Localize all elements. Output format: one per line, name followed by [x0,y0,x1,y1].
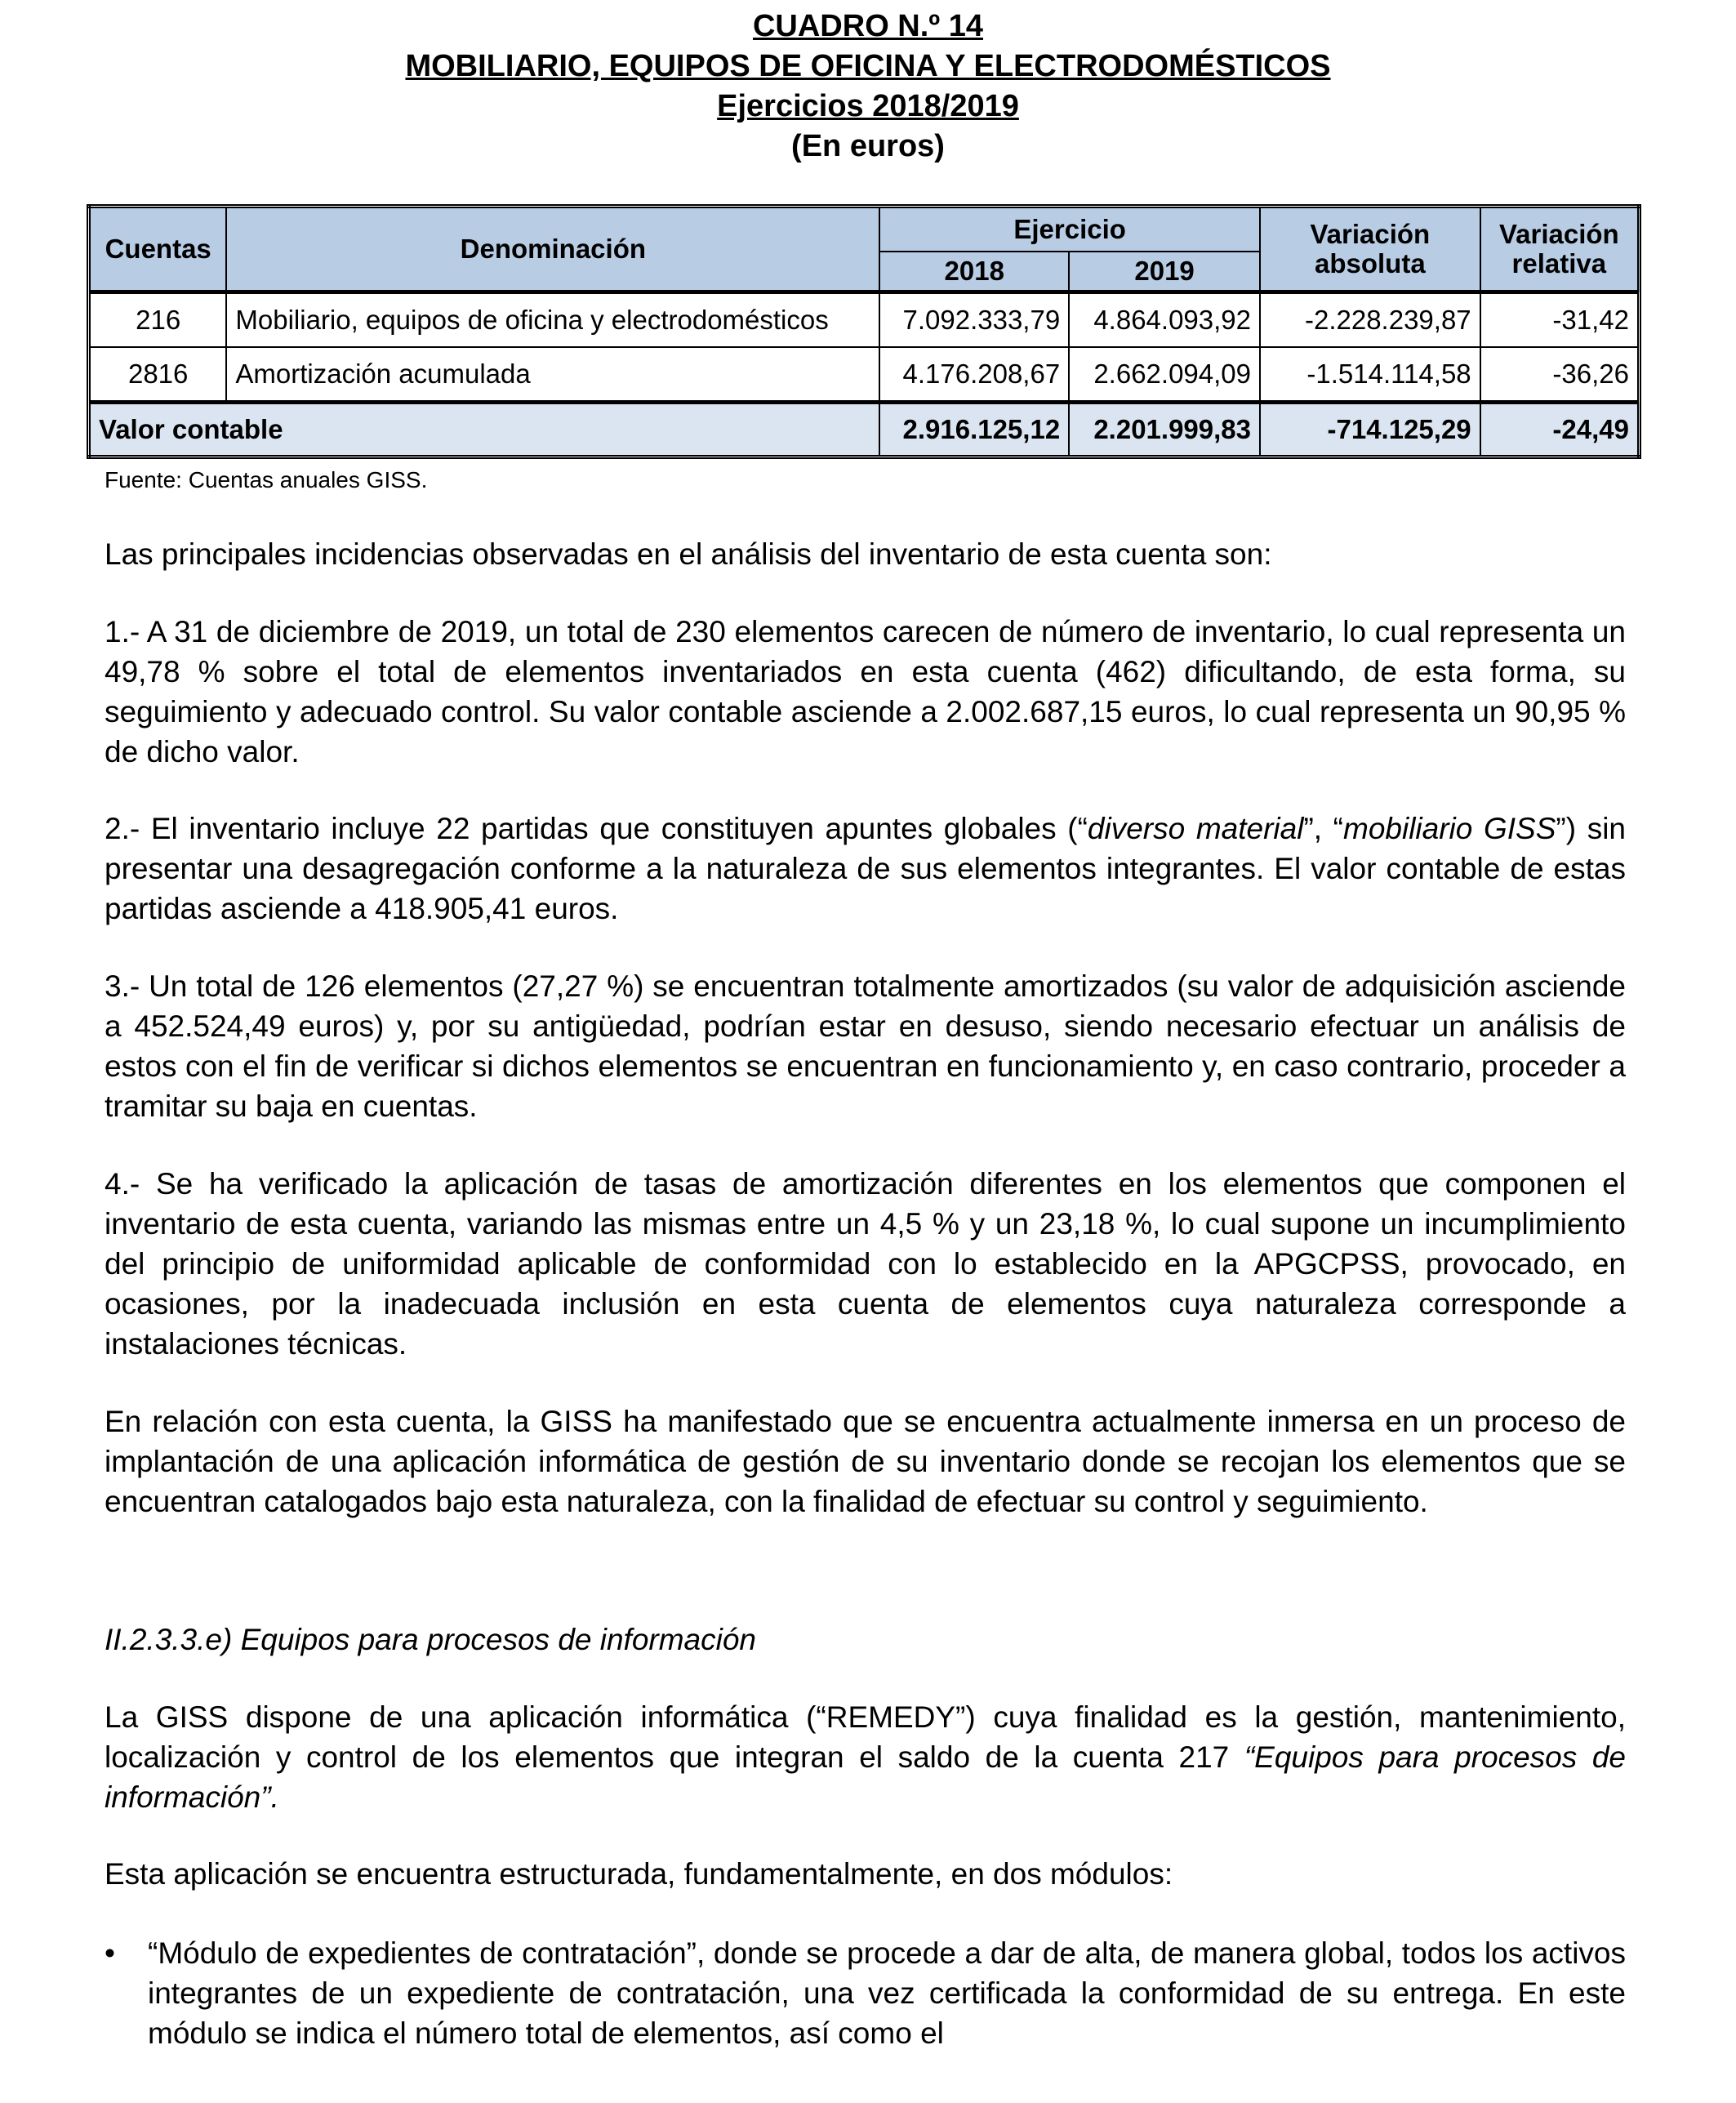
header-ejercicio: Ejercicio [879,207,1260,252]
total-var-abs: -714.125,29 [1260,403,1480,457]
table-row [89,347,1640,403]
header-2019: 2019 [1069,252,1260,292]
bullet-icon: • [105,1936,115,1970]
total-2019: 2.201.999,83 [1069,403,1260,457]
cell-var-rel: -31,42 [1480,292,1640,348]
header-variacion-absoluta: Variación absoluta [1260,207,1480,292]
table-row [89,292,1640,348]
cell-2018: 4.176.208,67 [879,347,1069,403]
modules-intro: Esta aplicación se encuentra estructurada, fundamentalmente, en dos módulos: [105,1857,1173,1891]
header-cuentas: Cuentas [89,207,227,292]
finding-3: 3.- Un total de 126 elementos (27,27 %) se encuentran totalmente amortizados (su valor de adquisición asciende a 452.524,49 euros) y, por su antigüedad, podrían estar en desuso, siendo necesario efectuar un análisis de estos con el fin de verificar si dichos elementos se encuentran en funcionamiento y, en caso contrario, proceder a tramitar su baja en cuentas. [105,969,1626,1123]
data-table [87,204,1641,459]
total-2018: 2.916.125,12 [879,403,1069,457]
cell-denominacion: Mobiliario, equipos de oficina y electrodomésticos [226,292,879,348]
giss-response-paragraph: En relación con esta cuenta, la GISS ha manifestado que se encuentra actualmente inmersa en un proceso de implantación de una aplicación informática de gestión de su inventario donde se recojan los elementos que se encuentran catalogados bajo esta naturaleza, con la finalidad de efectuar su control y seguimiento. [105,1405,1626,1518]
table-number: CUADRO N.º 14 [752,9,984,43]
intro-paragraph: Las principales incidencias observadas en el análisis del inventario de esta cuenta son: [105,537,1272,571]
remedy-paragraph: La GISS dispone de una aplicación informática (“REMEDY”) cuya finalidad es la gestión, mantenimiento, localización y control de los elementos que integran el saldo de la cuenta 217 “Equipos para procesos de información”. [105,1700,1626,1814]
cell-denominacion: Amortización acumulada [226,347,879,403]
cell-cuenta: 216 [89,292,227,348]
header-denominacion: Denominación [226,207,879,292]
table-period: Ejercicios 2018/2019 [717,89,1019,123]
cell-cuenta: 2816 [89,347,227,403]
header-variacion-relativa: Variación relativa [1480,207,1640,292]
total-var-rel: -24,49 [1480,403,1640,457]
cell-var-rel: -36,26 [1480,347,1640,403]
bullet-item-1: “Módulo de expedientes de contratación”, donde se procede a dar de alta, de manera global, todos los activos integrantes de un expediente de contratación, una vez certificada la conformidad de su entrega. En este módulo se indica el número total de elementos, así como el [148,1936,1626,2050]
cell-var-abs: -2.228.239,87 [1260,292,1480,348]
table-title: MOBILIARIO, EQUIPOS DE OFICINA Y ELECTRODOMÉSTICOS [405,49,1331,83]
cell-2019: 4.864.093,92 [1069,292,1260,348]
cell-2019: 2.662.094,09 [1069,347,1260,403]
finding-1: 1.- A 31 de diciembre de 2019, un total de 230 elementos carecen de número de inventario, lo cual representa un 49,78 % sobre el total de elementos inventariados en esta cuenta (462) dificultando, de esta forma, su seguimiento y adecuado control. Su valor contable asciende a 2.002.687,15 euros, lo cual representa un 90,95 % de dicho valor. [105,615,1626,769]
cell-2018: 7.092.333,79 [879,292,1069,348]
table-units: (En euros) [791,129,945,163]
cell-var-abs: -1.514.114,58 [1260,347,1480,403]
total-row [89,403,1640,457]
section-heading: II.2.3.3.e) Equipos para procesos de información [105,1623,757,1656]
total-label: Valor contable [89,403,880,457]
table-source: Fuente: Cuentas anuales GISS. [105,467,428,492]
header-2018: 2018 [879,252,1069,292]
finding-2: 2.- El inventario incluye 22 partidas que constituyen apuntes globales (“diverso material”, “mobiliario GISS”) sin presentar una desagregación conforme a la naturaleza de sus elementos integrantes. El valor contable de estas partidas asciende a 418.905,41 euros. [105,812,1627,925]
finding-4: 4.- Se ha verificado la aplicación de tasas de amortización diferentes en los elementos que componen el inventario de esta cuenta, variando las mismas entre un 4,5 % y un 23,18 %, lo cual supone un incumplimiento del principio de uniformidad aplicable de conformidad con lo establecido en la APGCPSS, provocado, en ocasiones, por la inadecuada inclusión en esta cuenta de elementos cuya naturaleza corresponde a instalaciones técnicas. [105,1167,1626,1361]
